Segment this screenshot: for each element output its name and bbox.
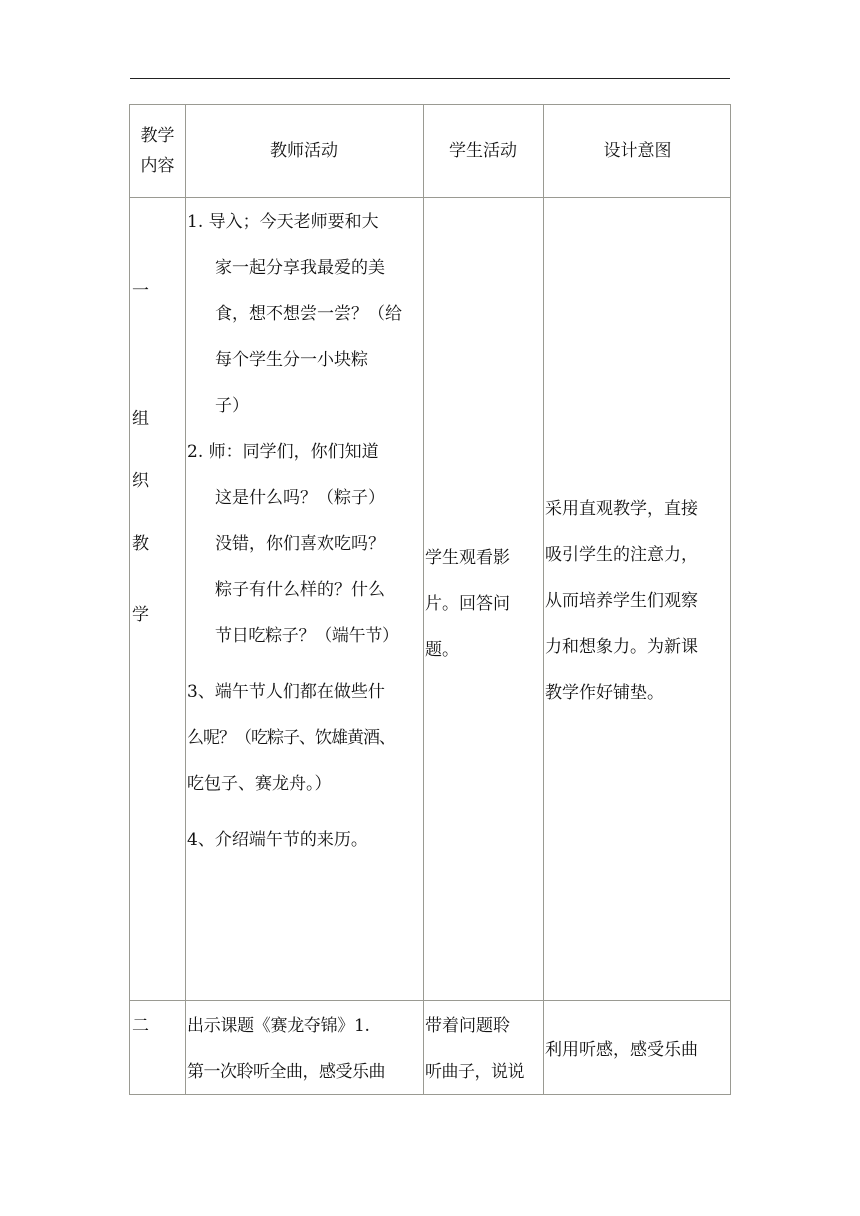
page-header-rule: [130, 78, 730, 79]
student-activity-cell: [425, 535, 543, 673]
student-activity-line: 学生观看影: [425, 548, 510, 568]
student-activity-line: 带着问题聆: [425, 1016, 510, 1036]
row-divider: [130, 1000, 730, 1001]
section-label-char: 教: [132, 534, 149, 554]
column-divider: [543, 105, 544, 1094]
teacher-item: 4、介绍端午节的来历。: [187, 830, 368, 850]
design-intent-line: 采用直观教学，直接: [545, 499, 698, 519]
section-label-char: 学: [132, 605, 149, 625]
student-activity-line: 题。: [425, 640, 459, 660]
teacher-item: 2. 师：同学们，你们知道: [187, 442, 379, 462]
teacher-activity-cell: [187, 199, 423, 863]
row-divider: [130, 197, 730, 198]
design-intent-line: 从而培养学生们观察: [545, 591, 698, 611]
student-activity-line: 片。回答问: [425, 594, 510, 614]
header-teaching-content: 教学 内容: [140, 126, 175, 176]
section-label-char: 二: [132, 1016, 149, 1036]
section-label-char: 一: [132, 281, 149, 301]
teacher-item-line: 家一起分享我最爱的美: [215, 258, 385, 278]
teacher-item: 1. 导入；今天老师要和大: [187, 212, 379, 232]
section-label-char: 织: [132, 471, 149, 491]
design-intent-line: 教学作好铺垫。: [545, 683, 664, 703]
teacher-item-line: 节日吃粽子？（端午节）: [215, 626, 399, 646]
design-intent-line: 力和想象力。为新课: [545, 637, 698, 657]
student-activity-cell: [425, 1003, 543, 1095]
teacher-item-line: 第一次聆听全曲，感受乐曲: [187, 1062, 385, 1082]
teacher-activity-cell: [187, 1003, 423, 1095]
teacher-item-line: 这是什么吗？（粽子）: [215, 488, 385, 508]
teacher-item-line: 食，想不想尝一尝？（给: [215, 304, 402, 324]
teacher-item-line: 么呢？（吃粽子、饮雄黄酒、: [187, 728, 395, 748]
header-student-activity: 学生活动: [449, 141, 517, 161]
teacher-item-line: 粽子有什么样的？什么: [215, 580, 385, 600]
design-intent-line: 吸引学生的注意力，: [545, 545, 698, 565]
design-intent-cell: [545, 486, 732, 716]
student-activity-line: 听曲子，说说: [425, 1062, 524, 1082]
teacher-item-line: 没错，你们喜欢吃吗？: [215, 534, 385, 554]
teacher-item-line: 出示课题《赛龙夺锦》1.: [187, 1016, 370, 1036]
teacher-item: 3、端午节人们都在做些什: [187, 682, 385, 702]
teacher-item-line: 吃包子、赛龙舟。）: [187, 774, 332, 794]
header-teacher-activity: 教师活动: [270, 141, 338, 161]
header-design-intent: 设计意图: [603, 141, 672, 161]
teacher-item-line: 子）: [215, 396, 249, 416]
column-divider: [185, 105, 186, 1094]
section-label-char: 组: [132, 409, 149, 429]
column-divider: [423, 105, 424, 1094]
teacher-item-line: 每个学生分一小块粽: [215, 350, 368, 370]
lesson-plan-table: [129, 104, 731, 1095]
design-intent-cell: 利用听感，感受乐曲: [545, 1040, 698, 1060]
